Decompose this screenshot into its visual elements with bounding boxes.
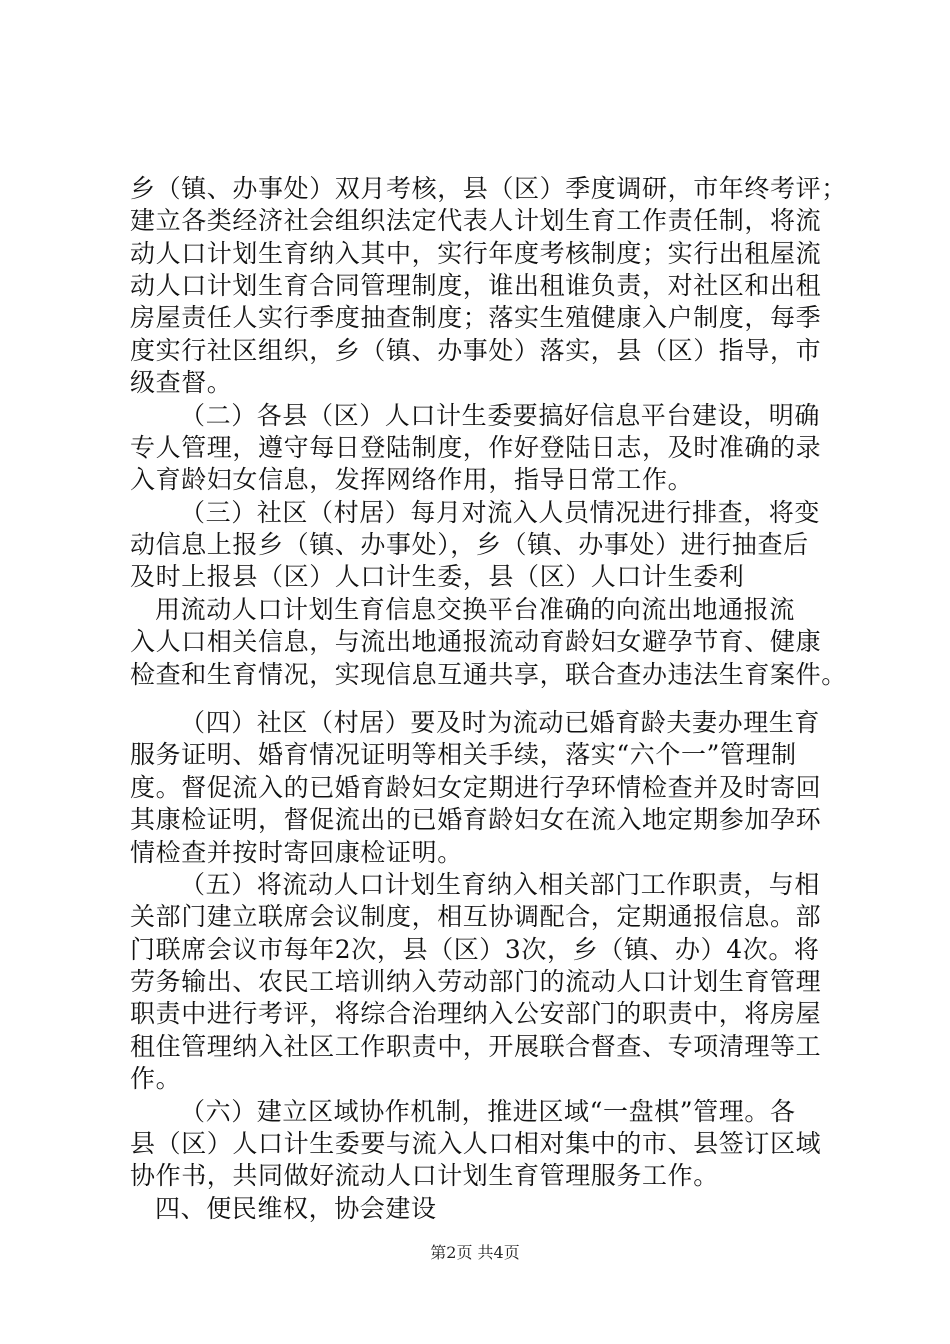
text-line: 房屋责任人实行季度抽查制度；落实生殖健康入户制度，每季 [130,303,822,333]
text-line: 作。 [130,1064,182,1094]
section-heading: 四、便民维权，协会建设 [155,1193,437,1223]
text-line: 协作书，共同做好流动人口计划生育管理服务工作。 [130,1161,719,1191]
paragraph-2-first-line: （二）各县（区）人口计生委要搞好信息平台建设，明确 [180,400,821,430]
paragraph-5-first-line: （五）将流动人口计划生育纳入相关部门工作职责，与相 [180,869,821,899]
text-line: 动信息上报乡（镇、办事处），乡（镇、办事处）进行抽查后 [130,530,809,560]
text-line: 入人口相关信息，与流出地通报流动育龄妇女避孕节育、健康 [130,627,822,657]
text-line: 劳务输出、农民工培训纳入劳动部门的流动人口计划生育管理 [130,967,822,997]
text-line: 关部门建立联席会议制度，相互协调配合，定期通报信息。部 [130,902,822,932]
text-line: 度。督促流入的已婚育龄妇女定期进行孕环情检查并及时寄回 [130,772,822,802]
text-line: 服务证明、婚育情况证明等相关手续，落实“六个一”管理制 [130,740,797,770]
text-line: 租住管理纳入社区工作职责中，开展联合督查、专项清理等工 [130,1031,822,1061]
paragraph-3-first-line: （三）社区（村居）每月对流入人员情况进行排查，将变 [180,497,821,527]
paragraph-6-first-line: （六）建立区域协作机制，推进区域“一盘棋”管理。各 [180,1096,796,1126]
text-line: 用流动人口计划生育信息交换平台准确的向流出地通报流 [155,594,796,624]
text-line: 及时上报县（区）人口计生委，县（区）人口计生委利 [130,562,745,592]
text-line: 入育龄妇女信息，发挥网络作用，指导日常工作。 [130,465,694,495]
text-line: 检查和生育情况，实现信息互通共享，联合查办违法生育案件。 [130,659,847,689]
text-line: 级查督。 [130,368,233,398]
text-line: 情检查并按时寄回康检证明。 [130,837,463,867]
paragraph-4-first-line: （四）社区（村居）要及时为流动已婚育龄夫妻办理生育 [180,708,821,738]
text-line: 专人管理，遵守每日登陆制度，作好登陆日志，及时准确的录 [130,432,822,462]
text-line: 动人口计划生育合同管理制度，谁出租谁负责，对社区和出租 [130,271,822,301]
text-line: 县（区）人口计生委要与流入人口相对集中的市、县签订区域 [130,1128,822,1158]
page-footer: 第2页 共4页 [430,1243,520,1262]
text-line: 动人口计划生育纳入其中，实行年度考核制度；实行出租屋流 [130,238,822,268]
text-line: 建立各类经济社会组织法定代表人计划生育工作责任制，将流 [130,206,822,236]
text-line: 乡（镇、办事处）双月考核，县（区）季度调研，市年终考评； [130,174,847,203]
text-line: 其康检证明，督促流出的已婚育龄妇女在流入地定期参加孕环 [130,805,822,835]
text-line: 职责中进行考评，将综合治理纳入公安部门的职责中，将房屋 [130,999,822,1029]
text-line: 度实行社区组织，乡（镇、办事处）落实，县（区）指导，市 [130,335,822,365]
text-line: 门联席会议市每年2次，县（区）3次，乡（镇、办）4次。将 [130,934,820,964]
